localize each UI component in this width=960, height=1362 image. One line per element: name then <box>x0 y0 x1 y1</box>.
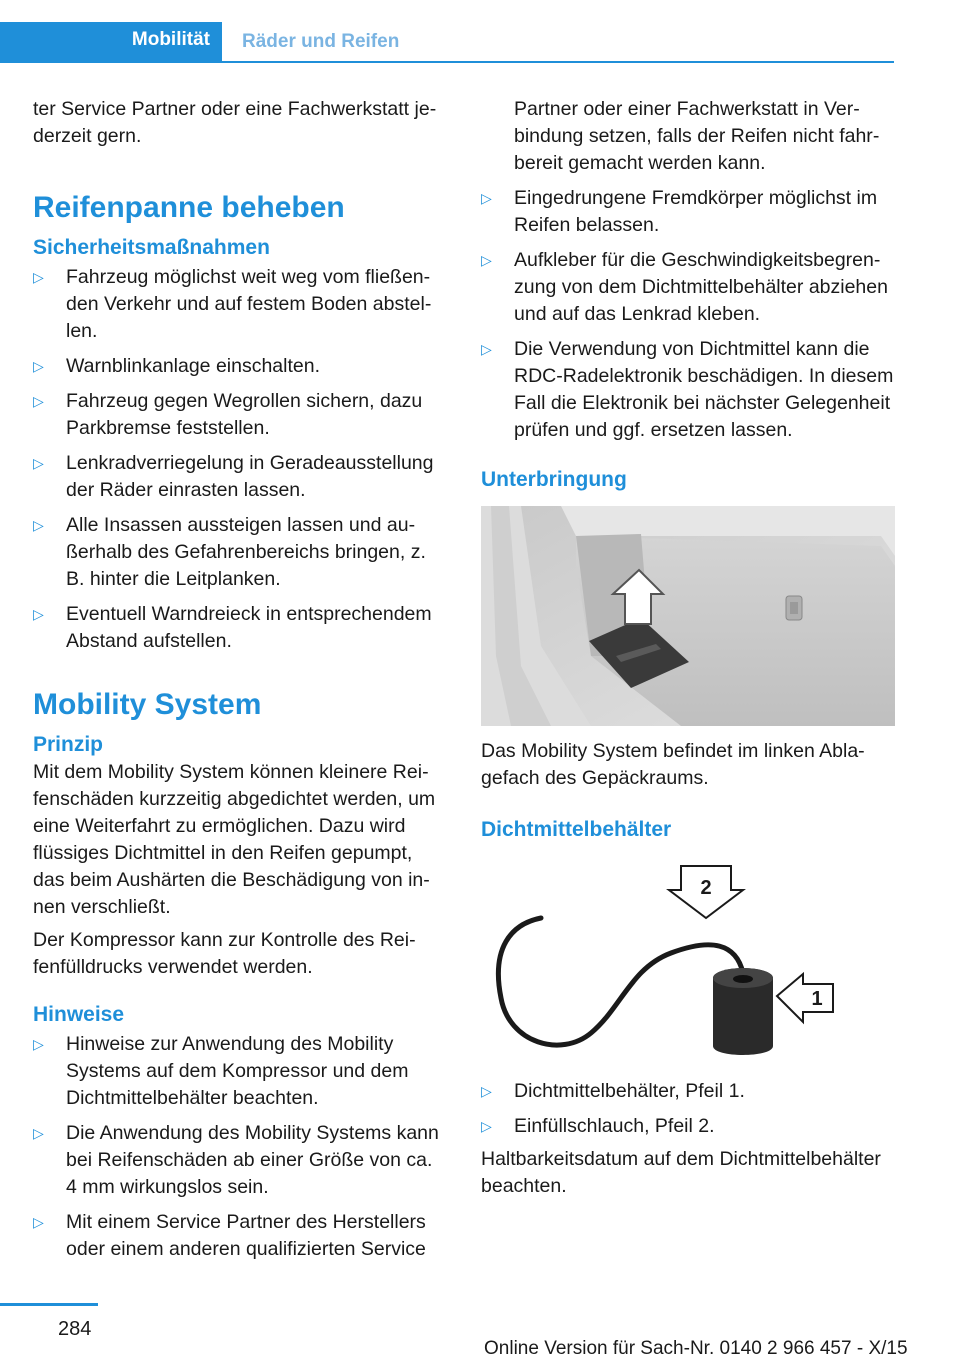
heading-prinzip: Prinzip <box>33 733 104 756</box>
list-item: ▷ Eingedrungene Fremdkörper möglichst im Reifen belassen. <box>481 187 878 236</box>
left-column <box>33 96 447 1263</box>
intro-text: ter Service Partner oder eine Fachwerkstatt jederzeit gern. <box>33 98 437 147</box>
sealant-container <box>713 978 773 1055</box>
bullet-triangle-icon: ▷ <box>33 606 44 622</box>
section-tab[interactable] <box>222 22 894 63</box>
sealant-container-diagram <box>481 858 895 1070</box>
bullet-triangle-icon: ▷ <box>33 1125 44 1141</box>
bullet-triangle-icon: ▷ <box>33 393 44 409</box>
heading-hinweise: Hinweise <box>33 1003 125 1026</box>
heading-dichtmittelbehaelter: Dichtmittelbehälter <box>481 818 672 841</box>
list-item: ▷ Eventuell Warndreieck in entsprechendem Abstand aufstellen. <box>33 603 432 652</box>
dichtmittel-list <box>481 1078 901 1140</box>
bullet-triangle-icon: ▷ <box>33 1036 44 1052</box>
list-item: ▷ Fahrzeug gegen Wegrollen sichern, dazu Parkbremse feststellen. <box>33 390 423 439</box>
right-column <box>481 96 901 1200</box>
filler-hose <box>498 918 743 1045</box>
safety-list <box>33 264 447 655</box>
header-divider <box>222 61 894 63</box>
bullet-triangle-icon: ▷ <box>33 517 44 533</box>
arrow-2-icon <box>669 866 743 918</box>
svg-text:1: 1 <box>811 988 823 1010</box>
bullet-triangle-icon: ▷ <box>481 341 492 357</box>
list-item: ▷ Mit einem Service Partner des Herstellers oder einem anderen qualifizierten Service <box>33 1211 426 1260</box>
haltbarkeit-text: Haltbarkeitsdatum auf dem Dichtmittelbehälter beachten. <box>481 1148 881 1197</box>
list-item: ▷ Lenkradverriegelung in Geradeausstellung der Räder einrasten lassen. <box>33 452 434 501</box>
trunk-compartment-photo <box>481 506 895 726</box>
prinzip-paragraph-1: Mit dem Mobility System können kleinere Reifenschäden kurzzeitig abgedichtet werden, um eine Weiterfahrt zu ermöglichen. Dazu wird flüssiges Dichtmittel in den Reifen gepumpt, das beim Aushärten die Beschädigung von innen verschließt. <box>33 761 436 918</box>
chapter-tab-label: Mobilität <box>131 29 210 50</box>
list-item: ▷ Fahrzeug möglichst weit weg vom fließenden Verkehr und auf festem Boden abstellen. <box>33 266 432 342</box>
prinzip-paragraph-2: Der Kompressor kann zur Kontrolle des Reifenfülldrucks verwendet werden. <box>33 929 416 978</box>
section-tab-label: Räder und Reifen <box>242 31 400 52</box>
bullet-triangle-icon: ▷ <box>481 1083 492 1099</box>
arrow-1-icon <box>777 974 833 1022</box>
bullet-triangle-icon: ▷ <box>33 358 44 374</box>
svg-text:2: 2 <box>700 877 712 899</box>
heading-mobility-system: Mobility System <box>33 688 262 721</box>
heading-reifenpanne: Reifenpanne beheben <box>33 191 345 224</box>
page-number: 284 <box>58 1318 92 1340</box>
heading-unterbringung: Unterbringung <box>481 468 627 491</box>
bullet-triangle-icon: ▷ <box>33 455 44 471</box>
list-item: ▷ Warnblinkanlage einschalten. <box>33 353 447 380</box>
heading-sicherheitsmassnahmen: Sicherheitsmaßnahmen <box>33 236 270 259</box>
list-item: ▷ Die Verwendung von Dichtmittel kann die RDC-Radelektronik beschädigen. In diesem Fall die Elektronik bei nächster Gelegenheit prüfen und ggf. ersetzen lassen. <box>481 338 894 441</box>
chapter-tab[interactable] <box>0 22 222 63</box>
bullet-triangle-icon: ▷ <box>33 269 44 285</box>
bullet-triangle-icon: ▷ <box>481 190 492 206</box>
hinweise-list-continued <box>481 185 901 444</box>
list-item: ▷ Aufkleber für die Geschwindigkeitsbegrenzung von dem Dichtmittelbehälter abziehen und auf das Lenkrad kleben. <box>481 249 888 325</box>
footer-divider <box>0 1303 98 1306</box>
list-item: ▷ Einfüllschlauch, Pfeil 2. <box>481 1113 901 1140</box>
bullet-triangle-icon: ▷ <box>481 1118 492 1134</box>
hinweise-list <box>33 1031 447 1263</box>
list-item: ▷ Hinweise zur Anwendung des Mobility Systems auf dem Kompressor und dem Dichtmittelbehälter beachten. <box>33 1033 409 1109</box>
list-item: ▷ Dichtmittelbehälter, Pfeil 1. <box>481 1078 901 1105</box>
list-item: ▷ Alle Insassen aussteigen lassen und außerhalb des Gefahrenbereichs bringen, z. B. hinter die Leitplanken. <box>33 514 426 590</box>
online-version-note: Online Version für Sach-Nr. 0140 2 966 457 - X/15 <box>484 1338 908 1359</box>
list-item: ▷ Die Anwendung des Mobility Systems kann bei Reifenschäden ab einer Größe von ca. 4 mm wirkungslos sein. <box>33 1122 439 1198</box>
continuation-text: Partner oder einer Fachwerkstatt in Verbindung setzen, falls der Reifen nicht fahrbereit gemacht werden kann. <box>514 98 880 174</box>
page-header <box>0 0 960 64</box>
bullet-triangle-icon: ▷ <box>481 252 492 268</box>
unterbringung-text: Das Mobility System befindet im linken Ablagefach des Gepäckraums. <box>481 740 865 789</box>
bullet-triangle-icon: ▷ <box>33 1214 44 1230</box>
